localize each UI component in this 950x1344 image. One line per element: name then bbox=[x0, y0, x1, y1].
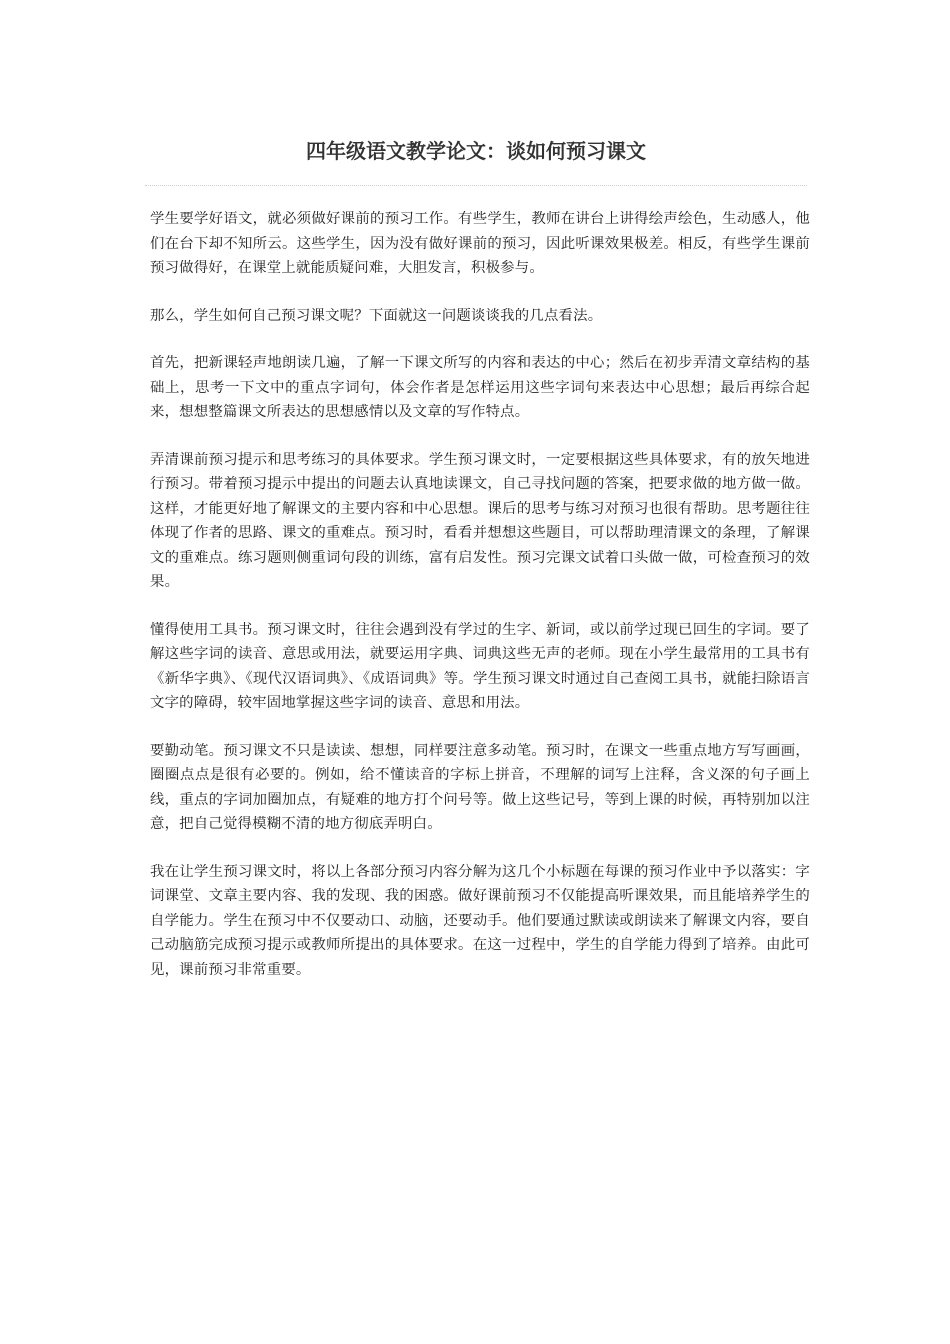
paragraph-7: 我在让学生预习课文时，将以上各部分预习内容分解为这几个小标题在每课的预习作业中予以落实：字词课堂、文章主要内容、我的发现、我的困惑。做好课前预习不仅能提高听课效果，而且能培养学生的自学能力。学生在预习中不仅要动口、动脑，还要动手。他们要通过默读或朗读来了解课文内容，要自己动脑筋完成预习提示或教师所提出的具体要求。在这一过程中，学生的自学能力得到了培养。由此可见，课前预习非常重要。 bbox=[150, 863, 810, 978]
paragraph-3: 首先，把新课轻声地朗读几遍，了解一下课文所写的内容和表达的中心；然后在初步弄清文章结构的基础上，思考一下文中的重点字词句，体会作者是怎样运用这些字词句来表达中心思想；最后再综合起来，想想整篇课文所表达的思想感情以及文章的写作特点。 bbox=[150, 355, 810, 420]
title-divider bbox=[145, 185, 807, 186]
paragraph-1: 学生要学好语文，就必须做好课前的预习工作。有些学生，教师在讲台上讲得绘声绘色，生动感人，他们在台下却不知所云。这些学生，因为没有做好课前的预习，因此听课效果极差。相反，有些学生课前预习做得好，在课堂上就能质疑问难，大胆发言，积极参与。 bbox=[150, 211, 810, 276]
paragraph-6: 要勤动笔。预习课文不只是读读、想想，同样要注意多动笔。预习时，在课文一些重点地方写写画画，圈圈点点是很有必要的。例如，给不懂读音的字标上拼音，不理解的词写上注释，含义深的句子画上线，重点的字词加圈加点，有疑难的地方打个问号等。做上这些记号，等到上课的时候，再特别加以注意，把自己觉得模糊不清的地方彻底弄明白。 bbox=[150, 742, 810, 832]
article-body bbox=[150, 207, 810, 1005]
document-title: 四年级语文教学论文：谈如何预习课文 bbox=[306, 139, 646, 163]
paragraph-2: 那么，学生如何自己预习课文呢？下面就这一问题谈谈我的几点看法。 bbox=[150, 307, 603, 324]
paragraph-5: 懂得使用工具书。预习课文时，往往会遇到没有学过的生字、新词，或以前学过现已回生的字词。要了解这些字词的读音、意思或用法，就要运用字典、词典这些无声的老师。现在小学生最常用的工具书有《新华字典》、《现代汉语词典》、《成语词典》等。学生预习课文时通过自己查阅工具书，就能扫除语言文字的障碍，较牢固地掌握这些字词的读音、意思和用法。 bbox=[150, 621, 810, 711]
paragraph-4: 弄清课前预习提示和思考练习的具体要求。学生预习课文时，一定要根据这些具体要求，有的放矢地进行预习。带着预习提示中提出的问题去认真地读课文，自己寻找问题的答案，把要求做的地方做一做。这样，才能更好地了解课文的主要内容和中心思想。课后的思考与练习对预习也很有帮助。思考题往往体现了作者的思路、课文的重难点。预习时，看看并想想这些题目，可以帮助理清课文的条理，了解课文的重难点。练习题则侧重词句段的训练，富有启发性。预习完课文试着口头做一做，可检查预习的效果。 bbox=[150, 451, 810, 590]
